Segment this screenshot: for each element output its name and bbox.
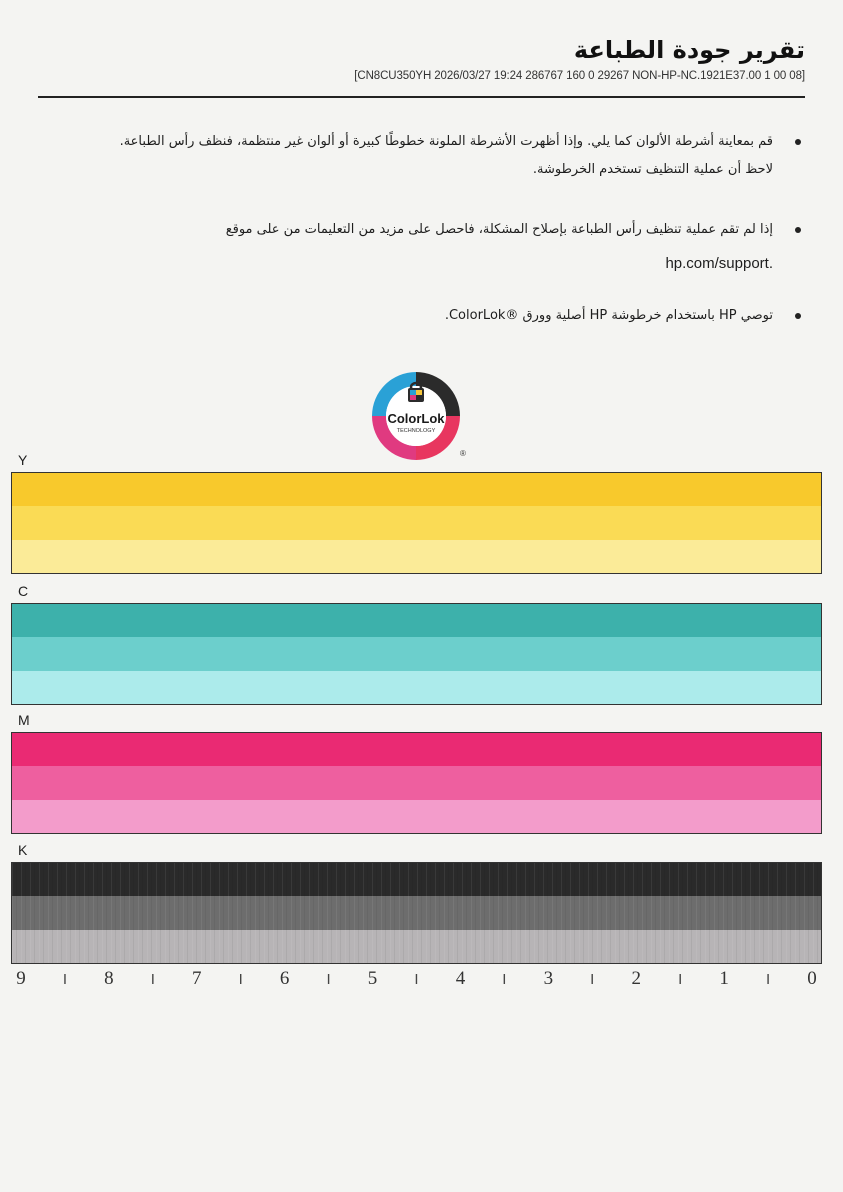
scale-tick: I <box>238 971 243 988</box>
color-band-black <box>11 862 822 964</box>
stripe-light <box>12 671 821 704</box>
stripe-light <box>12 800 821 833</box>
color-band-cyan <box>11 603 822 705</box>
scale-number: 6 <box>279 968 290 989</box>
stripe-dark <box>12 604 821 637</box>
stripe-medium <box>12 637 821 670</box>
scale-tick: I <box>765 971 771 988</box>
colorlok-logo-subtext: TECHNOLOGY <box>396 428 436 434</box>
support-link[interactable]: hp.com/support. <box>665 255 773 272</box>
report-metadata: [CN8CU350YH 2026/03/27 19:24 286767 160 0 29267 NON-HP-NC.1921E37.00 1 00 08] <box>354 70 805 82</box>
band-label-k: K <box>18 842 28 858</box>
scale-number: 7 <box>192 968 202 989</box>
scale-number: 2 <box>631 968 641 989</box>
scale-number: 5 <box>367 968 378 989</box>
scale-number: 1 <box>719 968 729 989</box>
streak-texture <box>12 863 821 963</box>
stripe-medium <box>12 766 821 799</box>
scale-tick: I <box>590 971 595 988</box>
bullet-icon <box>795 139 801 145</box>
bullet-icon <box>795 313 801 319</box>
instruction-3-line-1: توصي HP باستخدام خرطوشة HP أصلية وورق ®ColorLok. <box>444 308 773 323</box>
instruction-2-line-1: إذا لم تقم عملية تنظيف رأس الطباعة بإصلاح المشكلة، فاحصل على مزيد من التعليمات من على موقع <box>225 222 773 237</box>
scale-tick: I <box>326 971 331 988</box>
scale-tick: I <box>150 971 155 988</box>
instruction-2 <box>30 216 773 278</box>
stripe-dark <box>12 473 821 506</box>
header-divider <box>38 96 805 98</box>
scale-tick: I <box>414 971 419 988</box>
band-label-y: Y <box>18 452 28 468</box>
colorlok-logo <box>366 366 470 470</box>
color-band-magenta <box>11 732 822 834</box>
stripe-medium <box>12 506 821 539</box>
page-title: تقرير جودة الطباعة <box>573 36 805 64</box>
scale-tick: I <box>62 971 68 988</box>
scale-number: 3 <box>543 968 554 989</box>
instruction-1-line-1: قم بمعاينة أشرطة الألوان كما يلي. وإذا أظهرت الأشرطة الملونة خطوطًا كبيرة أو ألوان غير منتظمة، فنظف رأس الطباعة. <box>119 134 773 149</box>
band-label-m: M <box>18 712 30 728</box>
colorlok-logo-name: ColorLok <box>387 411 445 426</box>
scale-number: 0 <box>807 968 817 989</box>
band-label-c: C <box>18 583 29 599</box>
stripe-dark <box>12 733 821 766</box>
color-band-yellow <box>11 472 822 574</box>
stripe-light <box>12 540 821 573</box>
colorlok-registered-mark: ® <box>460 449 466 458</box>
position-scale <box>11 968 822 994</box>
bullet-icon <box>795 227 801 233</box>
scale-number: 8 <box>104 968 114 989</box>
scale-tick: I <box>502 971 507 988</box>
instruction-3 <box>30 302 773 330</box>
scale-number: 4 <box>455 968 466 989</box>
instruction-1-line-2: لاحظ أن عملية التنظيف تستخدم الخرطوشة. <box>532 162 773 177</box>
instruction-1 <box>30 128 773 184</box>
scale-number: 9 <box>16 968 26 989</box>
scale-tick: I <box>678 971 683 988</box>
